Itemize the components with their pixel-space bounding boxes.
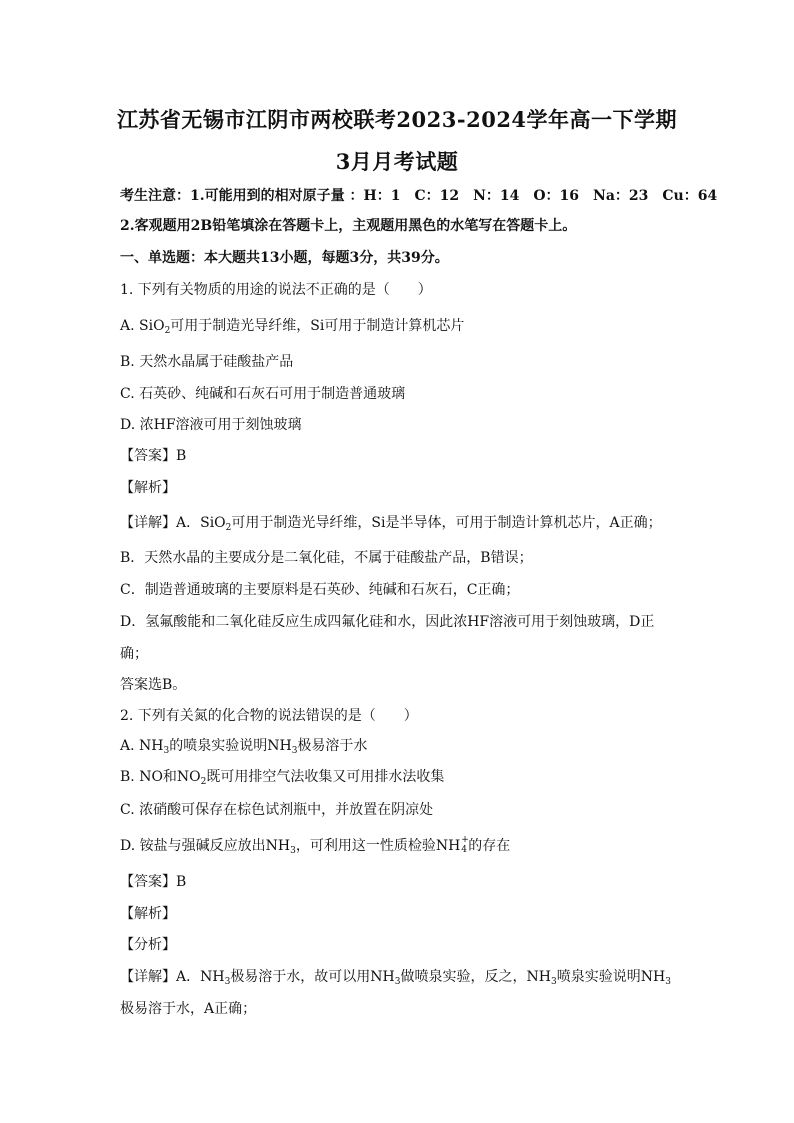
q2-option-a — [120, 736, 680, 756]
q2-answer: 【答案】B — [120, 874, 187, 890]
q2-b-sub1: 2 — [200, 777, 207, 787]
q2-stem: 2. 下列有关氮的化合物的说法错误的是（ ） — [120, 708, 418, 724]
q1-analysis-label: 【解析】 — [120, 480, 176, 496]
q1-detail-a-prefix: 【详解】A．SiO — [120, 515, 226, 531]
q1-option-b: B. 天然水晶属于硅酸盐产品 — [120, 354, 294, 370]
q1-detail-d-line1: D．氢氟酸能和二氧化硅反应生成四氟化硅和水，因此浓HF溶液可用于刻蚀玻璃，D正 — [120, 614, 655, 630]
q2-b-text1: B. NO和NO — [120, 769, 201, 785]
notice-label: 考生注意： — [120, 188, 190, 204]
q2-d-sub2: 4 — [461, 845, 468, 855]
q2-detail-a-line2: 极易溶于水，A正确； — [120, 1001, 257, 1017]
q1-answer: 【答案】B — [120, 448, 187, 464]
section-heading: 一、单选题：本大题共13小题，每题3分，共39分。 — [120, 250, 449, 266]
q2-fenxi-label: 【分析】 — [120, 937, 176, 953]
q2-detail-text3: 做喷泉实验，反之，NH — [400, 969, 551, 985]
q1-option-a — [120, 316, 680, 336]
document-title-line2: 3月月考试题 — [335, 149, 459, 174]
q1-a-prefix: A. SiO — [120, 318, 165, 334]
q2-a-sub1: 3 — [163, 746, 170, 756]
q2-analysis-label: 【解析】 — [120, 906, 176, 922]
q2-d-text1: D. 铵盐与强碱反应放出NH — [120, 838, 291, 854]
q2-d-text2: ，可利用这一性质检验NH — [295, 838, 461, 854]
q2-option-c: C. 浓硝酸可保存在棕色试剂瓶中，并放置在阴凉处 — [120, 802, 434, 818]
q1-a-rest: 可用于制造光导纤维，Si可用于制造计算机芯片 — [170, 318, 465, 334]
q1-detail-c: C．制造普通玻璃的主要原料是石英砂、纯碱和石灰石，C正确； — [120, 582, 520, 598]
q2-d-sub1: 3 — [290, 846, 296, 856]
q1-detail-a — [120, 513, 680, 533]
q2-d-sup: + — [461, 835, 469, 845]
q2-d-text3: 的存在 — [468, 838, 511, 854]
q2-b-text2: 既可用排空气法收集又可用排水法收集 — [206, 769, 445, 785]
q2-d-ion-charge — [460, 835, 469, 855]
q1-option-c: C. 石英砂、纯碱和石灰石可用于制造普通玻璃 — [120, 386, 406, 402]
q2-option-b — [120, 767, 680, 787]
q2-a-sub2: 3 — [291, 746, 298, 756]
q2-detail-a-line1 — [120, 967, 680, 987]
q2-a-text2: 的喷泉实验说明NH — [169, 738, 292, 754]
q1-stem: 1. 下列有关物质的用途的说法不正确的是（ ） — [120, 282, 432, 298]
q1-option-d: D. 浓HF溶液可用于刻蚀玻璃 — [120, 417, 302, 433]
q2-detail-sub3: 3 — [550, 977, 557, 987]
q2-detail-sub1: 3 — [224, 977, 231, 987]
q1-detail-d-line2: 确； — [120, 646, 148, 662]
q2-detail-sub2: 3 — [394, 977, 401, 987]
q2-option-d — [120, 836, 680, 856]
q1-detail-b: B．天然水晶的主要成分是二氧化硅，不属于硅酸盐产品，B错误； — [120, 550, 533, 566]
q1-detail-a-rest: 可用于制造光导纤维，Si是半导体，可用于制造计算机芯片，A正确； — [231, 515, 662, 531]
document-title-line1: 江苏省无锡市江阴市两校联考2023-2024学年高一下学期 — [116, 107, 678, 132]
q2-detail-sub4: 3 — [665, 977, 671, 987]
q1-conclusion: 答案选B。 — [120, 677, 187, 693]
notice-item1: 1.可能用到的相对原子量 ：H：1 C：12 N：14 O：16 Na：23 Cu：64 — [190, 188, 718, 204]
q2-detail-text2: 极易溶于水，故可以用NH — [230, 969, 395, 985]
q2-a-text3: 极易溶于水 — [297, 738, 368, 754]
q2-detail-text1: 【详解】A．NH — [120, 969, 225, 985]
q2-detail-text4: 喷泉实验说明NH — [556, 969, 666, 985]
q1-detail-a-sub: 2 — [225, 523, 232, 533]
notice-item2: 2.客观题用2B铅笔填涂在答题卡上，主观题用黑色的水笔写在答题卡上。 — [120, 218, 577, 234]
notice-line1 — [120, 186, 718, 206]
q1-a-sub: 2 — [164, 326, 171, 336]
q2-a-text1: A. NH — [120, 738, 164, 754]
